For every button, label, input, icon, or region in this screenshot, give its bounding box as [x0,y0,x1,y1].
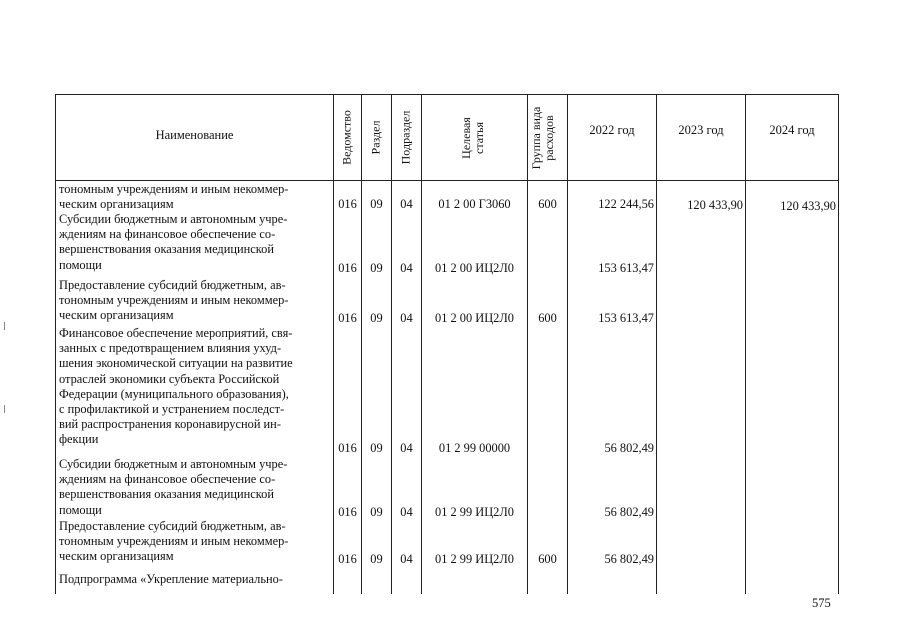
row-1-subsection: 04 [400,261,413,275]
row-1-ministry: 016 [338,261,357,275]
header-expense-group [530,96,558,180]
row-5-name-line: ческим организациям [59,549,174,564]
row-5-2022: 56 802,49 [604,552,654,566]
row-1-name-line: Субсидии бюджетным и автономным учре- [59,212,288,226]
row-4-ministry: 016 [338,505,357,519]
row-5-ministry: 016 [338,552,357,566]
row-3-name-line: отраслей экономики субъекта Российской [59,371,280,386]
row-3-name-line: Федерации (муниципального образования), [59,386,289,401]
header-target-line2: статья [472,122,486,154]
row-4-name-line: ждениям на финансовое обеспечение со- [59,472,276,487]
header-group-line2: расходов [542,115,556,161]
header-2022: 2022 год [589,123,635,137]
row-1-target: 01 2 00 ИЦ2Л0 [435,261,514,275]
col-line-5 [527,94,528,594]
row-0-name-line: тономным учреждениям и иным некоммер- [59,182,289,196]
row-2-subsection: 04 [400,311,413,325]
row-2-group: 600 [538,311,557,325]
row-1-name-line: помощи [59,257,102,272]
col-line-0 [55,94,56,594]
row-2-name-line: Предоставление субсидий бюджетным, ав- [59,278,286,292]
header-target-article [460,98,488,178]
col-line-7 [656,94,657,594]
row-1-name [59,212,330,273]
row-0-section: 09 [370,197,383,211]
row-0-2023: 120 433,90 [687,198,743,212]
header-ministry: Ведомство [339,110,354,165]
row-6-name [59,572,330,587]
row-0-target: 01 2 00 Г3060 [438,197,511,211]
row-3-name-line: Финансовое обеспечение мероприятий, свя- [59,326,293,340]
header-subsection: Подраздел [398,110,413,165]
row-5-name-line: Предоставление субсидий бюджетным, ав- [59,519,286,533]
row-2-target: 01 2 00 ИЦ2Л0 [435,311,514,325]
row-5-name [59,519,330,565]
header-bottom-border [55,180,839,181]
row-3-name-line: с профилактикой и устранением последст- [59,402,285,417]
col-line-8 [745,94,746,594]
row-6-name-line: Подпрограмма «Укрепление материально- [59,572,283,586]
row-1-name-line: вершенствования оказания медицинской [59,242,274,257]
row-5-group: 600 [538,552,557,566]
col-line-9 [838,94,839,594]
header-name: Наименование [155,128,234,142]
row-4-name-line: помощи [59,502,102,517]
row-3-target: 01 2 99 00000 [438,441,511,455]
row-2-name-line: ческим организациям [59,308,174,323]
row-3-section: 09 [370,441,383,455]
header-target-line1: Целевая [459,117,473,159]
row-5-section: 09 [370,552,383,566]
header-section: Раздел [368,120,383,155]
row-3-2022: 56 802,49 [604,441,654,455]
row-3-name-line: вий распространения коронавирусной ин- [59,417,281,432]
row-5-target: 01 2 99 ИЦ2Л0 [435,552,514,566]
scan-mark [4,405,5,413]
row-2-name [59,278,330,324]
row-5-name-line: тономным учреждениям и иным некоммер- [59,534,289,549]
header-2024: 2024 год [769,123,815,137]
row-3-name [59,326,330,448]
row-4-name-line: Субсидии бюджетным и автономным учре- [59,457,288,471]
row-0-2024: 120 433,90 [780,199,836,213]
row-0-2022: 122 244,56 [598,197,654,211]
row-2-ministry: 016 [338,311,357,325]
row-1-name-line: ждениям на финансовое обеспечение со- [59,227,276,242]
row-3-name-line: фекции [59,432,99,447]
row-3-ministry: 016 [338,441,357,455]
row-4-name [59,457,330,518]
scan-mark [4,322,5,330]
header-group-line1: Группа вида [529,106,543,170]
row-5-subsection: 04 [400,552,413,566]
header-2023: 2023 год [678,123,724,137]
row-3-name-line: занных с предотвращением влияния ухуд- [59,341,282,356]
row-4-section: 09 [370,505,383,519]
row-4-subsection: 04 [400,505,413,519]
row-3-name-line: шения экономической ситуации на развитие [59,356,293,371]
row-4-target: 01 2 99 ИЦ2Л0 [435,505,514,519]
row-4-2022: 56 802,49 [604,505,654,519]
row-3-subsection: 04 [400,441,413,455]
row-1-2022: 153 613,47 [598,261,654,275]
row-2-section: 09 [370,311,383,325]
row-0-ministry: 016 [338,197,357,211]
row-0-name [59,182,330,212]
row-0-group: 600 [538,197,557,211]
row-2-name-line: тономным учреждениям и иным некоммер- [59,293,289,308]
row-0-name-line: ческим организациям [59,197,174,212]
page-number: 575 [812,596,831,610]
row-1-section: 09 [370,261,383,275]
row-2-2022: 153 613,47 [598,311,654,325]
row-0-subsection: 04 [400,197,413,211]
table-top-border [55,94,839,95]
row-4-name-line: вершенствования оказания медицинской [59,487,274,502]
